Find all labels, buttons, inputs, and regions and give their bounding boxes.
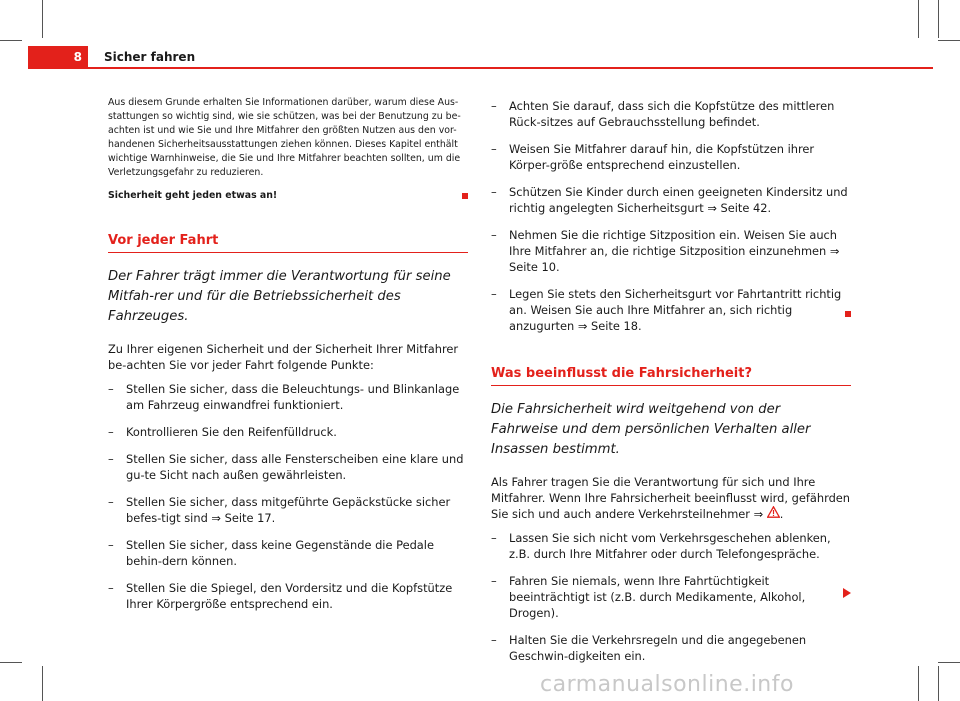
watermark: carmanualsonline.info [540,672,794,697]
list-item: – Stellen Sie sicher, dass alle Fensterscheiben eine klare und gu-te Sicht nach außen gewährleisten. [108,451,468,483]
crop-mark [42,0,43,38]
warning-icon[interactable] [767,506,780,520]
checklist-fahrsicherheit [491,530,851,664]
body-end: . [779,507,784,521]
crop-mark [938,666,939,701]
crop-mark [918,666,919,701]
crop-mark [938,0,939,38]
list-item: – Schützen Sie Kinder durch einen geeigneten Kindersitz und richtig angelegten Sicherheitsgurt ⇒ Seite 42. [491,184,851,216]
list-item: – Lassen Sie sich nicht vom Verkehrsgeschehen ablenken, z.B. durch Ihre Mitfahrer oder durch Telefongespräche. [491,530,851,562]
list-item: – Nehmen Sie die richtige Sitzposition ein. Weisen Sie auch Ihre Mitfahrer an, die richtige Sitzposition einzunehmen ⇒ Seite 10. [491,227,851,275]
section-heading-fahrsicherheit: Was beeinflusst die Fahrsicherheit? [491,366,851,386]
section-heading-vor-jeder-fahrt: Vor jeder Fahrt [108,233,468,253]
body-paragraph: Zu Ihrer eigenen Sicherheit und der Sicherheit Ihrer Mitfahrer be-achten Sie vor jeder Fahrt folgende Punkte: [108,342,459,372]
list-item: – Stellen Sie sicher, dass die Beleuchtungs- und Blinkanlage am Fahrzeug einwandfrei funktioniert. [108,381,468,413]
checklist-continued [491,98,851,334]
crop-mark [938,662,960,663]
list-item: – Weisen Sie Mitfahrer darauf hin, die Kopfstützen ihrer Körper-größe entsprechend einzustellen. [491,141,851,173]
list-item: – Achten Sie darauf, dass sich die Kopfstütze des mittleren Rück-sitzes auf Gebrauchsstellung befindet. [491,98,851,130]
intro-paragraph: Aus diesem Grunde erhalten Sie Informationen darüber, warum diese Aus-stattungen so wichtig sind, wie sie schützen, was bei der Benutzung zu be-achten ist und wie Sie und Ihre Mitfahrer den größten Nutzen aus den vor-handenen Sicherheitsausstattungen ziehen können. Dieses Kapitel enthält wichtige Warnhinweise, die Sie und Ihre Mitfahrer beachten sollten, um die Verletzungsgefahr zu reduzieren. [108,97,461,178]
list-item: – Fahren Sie niemals, wenn Ihre Fahrtüchtigkeit beeinträchtigt ist (z.B. durch Medikamente, Alkohol, Drogen). [491,573,851,621]
left-column [108,96,468,612]
list-item: – Legen Sie stets den Sicherheitsgurt vor Fahrtantritt richtig an. Weisen Sie auch Ihre Mitfahrer an, sich richtig anzugurten ⇒ Seite 18. [491,286,851,334]
continue-arrow-icon [843,588,851,598]
right-column [491,98,851,664]
list-item: – Stellen Sie sicher, dass keine Gegenstände die Pedale behin-dern können. [108,537,468,569]
list-item: – Kontrollieren Sie den Reifenfülldruck. [108,424,468,440]
body-paragraph [491,474,851,522]
crop-mark [0,40,22,41]
crop-mark [42,666,43,701]
crop-mark [938,40,960,41]
list-item: – Stellen Sie sicher, dass mitgeführte Gepäckstücke sicher befes-tigt sind ⇒ Seite 17. [108,494,468,526]
list-item: – Stellen Sie die Spiegel, den Vordersitz und die Kopfstütze Ihrer Körpergröße entsprechend ein. [108,580,468,612]
section-end-marker [462,193,468,199]
list-item: – Halten Sie die Verkehrsregeln und die angegebenen Geschwin-digkeiten ein. [491,632,851,664]
lead-paragraph: Die Fahrsicherheit wird weitgehend von der Fahrweise und dem persönlichen Verhalten aller Insassen bestimmt. [491,402,811,457]
checklist [108,381,468,612]
crop-mark [918,0,919,38]
crop-mark [0,662,22,663]
intro-bold-text: Sicherheit geht jeden etwas an! [108,190,278,201]
intro-bold-line [108,190,468,201]
body-text: Als Fahrer tragen Sie die Verantwortung für sich und Ihre Mitfahrer. Wenn Ihre Fahrsicherheit beeinflusst wird, gefährden Sie sich und auch andere Verkehrsteilnehmer ⇒ [491,475,851,521]
page-number: 8 [28,46,88,68]
section-end-marker [845,311,851,317]
header-title: Sicher fahren [104,50,196,64]
header-rule [28,67,933,69]
lead-paragraph: Der Fahrer trägt immer die Verantwortung für seine Mitfah-rer und für die Betriebssicherheit des Fahrzeuges. [108,269,451,324]
